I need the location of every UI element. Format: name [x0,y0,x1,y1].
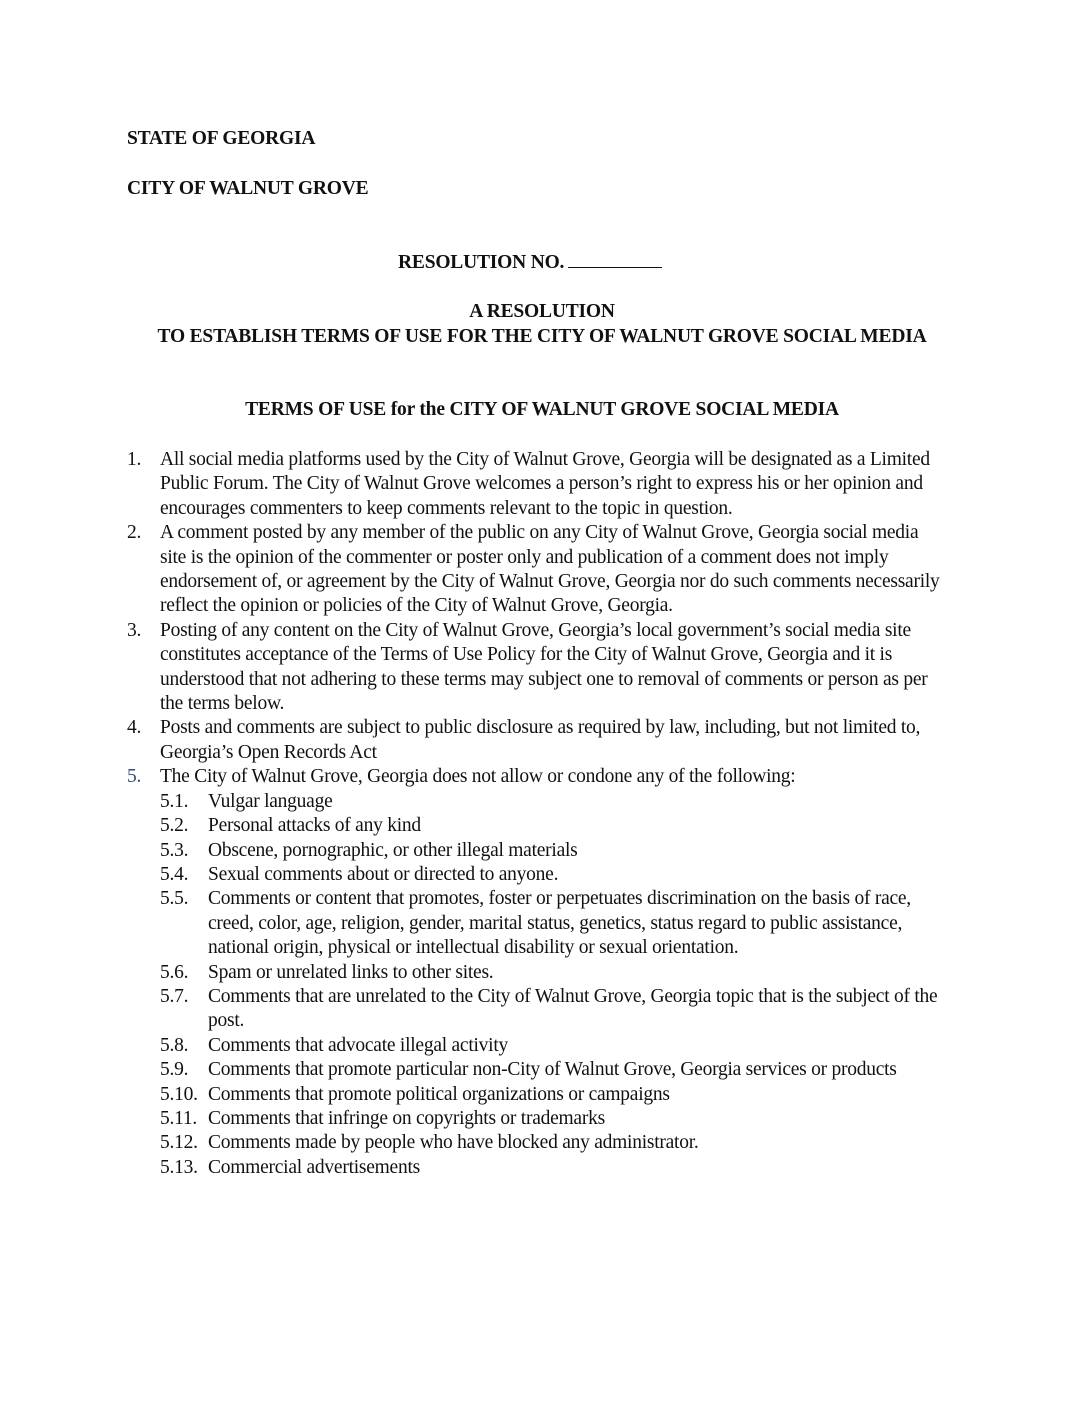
list-item [127,765,947,789]
subitem-text: Commercial advertisements [208,1156,420,1178]
list-item [127,448,947,521]
sub-list-item [127,1058,947,1082]
city-heading: CITY OF WALNUT GROVE [127,178,369,199]
list-item [127,619,947,717]
terms-list [127,448,947,1180]
item-number: 4. [127,717,142,739]
state-heading: STATE OF GEORGIA [127,128,316,149]
item-number: 2. [127,522,142,544]
sub-list-item [127,863,947,887]
subitem-number: 5.6. [160,961,189,983]
subitem-text: Vulgar language [208,790,333,812]
subitem-number: 5.4. [160,863,189,885]
item-number: 3. [127,619,142,641]
sub-list-item [127,1156,947,1180]
subitem-text: Obscene, pornographic, or other illegal materials [208,839,578,861]
item-text: The City of Walnut Grove, Georgia does not allow or condone any of the following: [160,766,796,788]
sub-list-item [127,887,947,960]
subitem-text: Comments that are unrelated to the City of Walnut Grove, Georgia topic that is the subject of the post. [208,985,938,1032]
sub-list-item [127,1131,947,1155]
subitem-number: 5.2. [160,815,189,837]
subitem-number: 5.3. [160,839,189,861]
subitem-number: 5.7. [160,985,189,1007]
subitem-text: Sexual comments about or directed to anyone. [208,863,559,885]
item-text: Posting of any content on the City of Walnut Grove, Georgia’s local government’s social media site constitutes acceptance of the Terms of Use Policy for the City of Walnut Grove, Georgia and it is understood that not adhering to these terms may subject one to removal of comments or person as per the terms below. [160,619,928,715]
subitem-number: 5.8. [160,1034,189,1056]
subitem-text: Comments that infringe on copyrights or trademarks [208,1107,605,1129]
subitem-number: 5.10. [160,1083,198,1105]
item-text: All social media platforms used by the City of Walnut Grove, Georgia will be designated as a Limited Public Forum. The City of Walnut Grove welcomes a person’s right to express his or her opinion and encourages commenters to keep comments relevant to the topic in question. [160,449,930,519]
resolution-title-line2: TO ESTABLISH TERMS OF USE FOR THE CITY OF WALNUT GROVE SOCIAL MEDIA [157,325,927,347]
sub-list-item [127,1107,947,1131]
sub-list-item [127,961,947,985]
subitem-text: Comments or content that promotes, foster or perpetuates discrimination on the basis of race, creed, color, age, religion, gender, marital status, genetics, status regard to public assistance, national origin, physical or intellectual disability or sexual orientation. [208,888,911,959]
list-item [127,716,947,765]
sub-list-item [127,790,947,814]
subitem-text: Comments made by people who have blocked any administrator. [208,1132,699,1154]
terms-subtitle: TERMS OF USE for the CITY OF WALNUT GROVE SOCIAL MEDIA [245,399,839,420]
subitem-text: Spam or unrelated links to other sites. [208,961,494,983]
subitem-text: Personal attacks of any kind [208,815,421,837]
subitem-number: 5.13. [160,1156,198,1178]
resolution-number-blank [568,251,662,268]
subitem-number: 5.1. [160,790,189,812]
resolution-number-label: RESOLUTION NO. [398,252,565,273]
sub-list-item [127,814,947,838]
sub-list-item [127,839,947,863]
sub-list-item [127,1083,947,1107]
item-number: 1. [127,449,142,470]
item-text: A comment posted by any member of the public on any City of Walnut Grove, Georgia social media site is the opinion of the commenter or poster only and publication of a comment does not imply endorsement of, or agreement by the City of Walnut Grove, Georgia nor do such comments necessarily reflect the opinion or policies of the City of Walnut Grove, Georgia. [160,522,940,617]
list-item [127,521,947,619]
subitem-number: 5.9. [160,1059,189,1081]
resolution-title [127,300,957,349]
resolution-title-line1: A RESOLUTION [469,301,615,322]
sub-list-item [127,1034,947,1058]
subitem-number: 5.5. [160,888,189,910]
sub-list-item [127,985,947,1034]
subitem-number: 5.11. [160,1107,198,1129]
subitem-number: 5.12. [160,1132,198,1154]
subitem-text: Comments that promote political organizations or campaigns [208,1083,670,1105]
item-text: Posts and comments are subject to public disclosure as required by law, including, but not limited to, Georgia’s Open Records Act [160,717,921,763]
subitem-text: Comments that advocate illegal activity [208,1034,508,1056]
subitem-text: Comments that promote particular non-City of Walnut Grove, Georgia services or products [208,1059,897,1081]
resolution-number [398,251,662,274]
item-number: 5. [127,766,142,788]
